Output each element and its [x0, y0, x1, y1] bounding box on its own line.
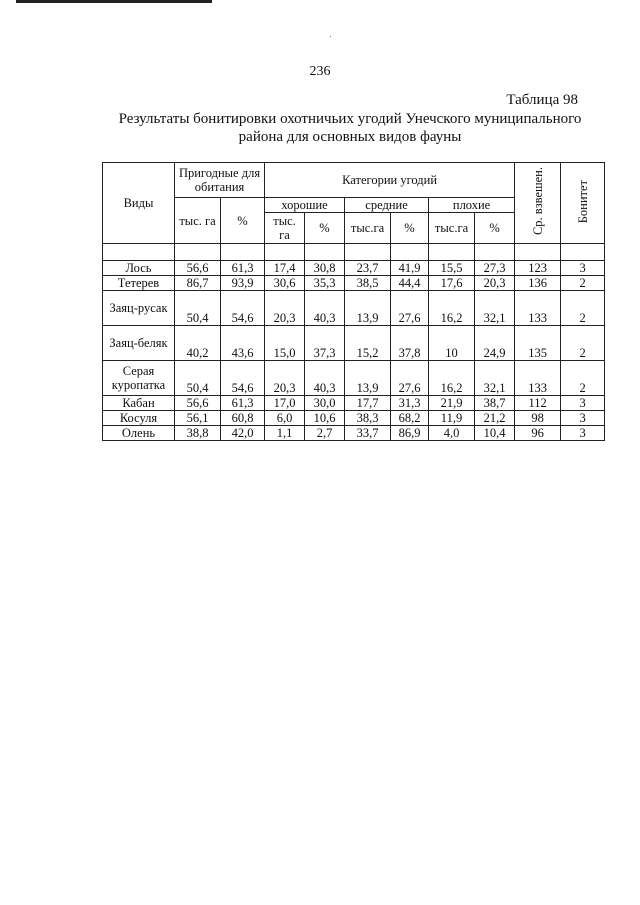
table-cell: 4,0: [429, 426, 475, 441]
table-cell: 16,2: [429, 361, 475, 396]
table-cell: 133: [515, 361, 561, 396]
table-row: [103, 326, 605, 361]
table-cell: 38,3: [345, 411, 391, 426]
table-cell: 133: [515, 291, 561, 326]
table-cell: 6,0: [265, 411, 305, 426]
species-name: Косуля: [103, 411, 175, 426]
header-avg-weighted: Ср. взвешен.: [515, 163, 561, 244]
header-bad-pct: %: [475, 213, 515, 244]
table-cell: 17,6: [429, 276, 475, 291]
header-bad-tys-ga: тыс.га: [429, 213, 475, 244]
header-species: Виды: [103, 163, 175, 244]
table-cell: 42,0: [221, 426, 265, 441]
bonitet-table: [102, 162, 605, 441]
header-medium: средние: [345, 198, 429, 213]
table-cell: 60,8: [221, 411, 265, 426]
table-cell: 27,6: [391, 291, 429, 326]
species-name: Лось: [103, 261, 175, 276]
table-cell: 3: [561, 396, 605, 411]
table-cell: 43,6: [221, 326, 265, 361]
table-cell: 10: [429, 326, 475, 361]
table-cell: 56,1: [175, 411, 221, 426]
table-cell: 38,5: [345, 276, 391, 291]
table-cell: 15,2: [345, 326, 391, 361]
species-name: Тетерев: [103, 276, 175, 291]
header-bonitet: Бонитет: [561, 163, 605, 244]
table-cell: 50,4: [175, 361, 221, 396]
table-cell: 21,2: [475, 411, 515, 426]
table-cell: 30,6: [265, 276, 305, 291]
header-medium-pct: %: [391, 213, 429, 244]
header-suitable-tys-ga: тыс. га: [175, 198, 221, 244]
table-cell: 37,8: [391, 326, 429, 361]
table-cell: 15,0: [265, 326, 305, 361]
table-cell: 96: [515, 426, 561, 441]
species-name: Олень: [103, 426, 175, 441]
table-cell: 35,3: [305, 276, 345, 291]
table-cell: 20,3: [265, 361, 305, 396]
table-cell: 21,9: [429, 396, 475, 411]
table-cell: 1,1: [265, 426, 305, 441]
table-cell: 2,7: [305, 426, 345, 441]
header-good: хорошие: [265, 198, 345, 213]
table-cell: 30,0: [305, 396, 345, 411]
page-number: 236: [309, 64, 331, 79]
table-cell: 3: [561, 261, 605, 276]
table-cell: 86,7: [175, 276, 221, 291]
table-cell: 135: [515, 326, 561, 361]
table-cell: 61,3: [221, 261, 265, 276]
table-cell: 61,3: [221, 396, 265, 411]
header-good-pct: %: [305, 213, 345, 244]
table-cell: 40,3: [305, 291, 345, 326]
species-name: Заяц-беляк: [103, 326, 175, 361]
table-cell: 54,6: [221, 361, 265, 396]
species-name: Кабан: [103, 396, 175, 411]
table-title-line-2: района для основных видов фауны: [238, 129, 462, 145]
table-cell: 24,9: [475, 326, 515, 361]
table-cell: 136: [515, 276, 561, 291]
table-cell: 38,8: [175, 426, 221, 441]
table-cell: 23,7: [345, 261, 391, 276]
table-cell: 32,1: [475, 361, 515, 396]
table-cell: 2: [561, 326, 605, 361]
table-cell: 33,7: [345, 426, 391, 441]
table-row: [103, 261, 605, 276]
table-number: Таблица 98: [506, 92, 578, 108]
table-cell: 3: [561, 411, 605, 426]
table-cell: 10,6: [305, 411, 345, 426]
table-cell: 10,4: [475, 426, 515, 441]
table-cell: 13,9: [345, 291, 391, 326]
table-cell: 56,6: [175, 396, 221, 411]
table-cell: 17,4: [265, 261, 305, 276]
table-cell: 17,7: [345, 396, 391, 411]
table-cell: 16,2: [429, 291, 475, 326]
species-name: Серая куропатка: [103, 361, 175, 396]
table-cell: 30,8: [305, 261, 345, 276]
table-cell: 27,3: [475, 261, 515, 276]
table-cell: 11,9: [429, 411, 475, 426]
table-cell: 27,6: [391, 361, 429, 396]
table-cell: 50,4: [175, 291, 221, 326]
table-cell: 54,6: [221, 291, 265, 326]
table-cell: 40,2: [175, 326, 221, 361]
table-cell: 17,0: [265, 396, 305, 411]
table-cell: 93,9: [221, 276, 265, 291]
header-bad: плохие: [429, 198, 515, 213]
table-cell: 68,2: [391, 411, 429, 426]
scan-speck: [330, 36, 331, 37]
table-cell: 56,6: [175, 261, 221, 276]
table-row: [103, 291, 605, 326]
table-cell: 15,5: [429, 261, 475, 276]
table-cell: 123: [515, 261, 561, 276]
table-cell: 32,1: [475, 291, 515, 326]
table-row: [103, 426, 605, 441]
table-cell: 2: [561, 361, 605, 396]
table-row: [103, 276, 605, 291]
table-cell: 2: [561, 276, 605, 291]
table-cell: 38,7: [475, 396, 515, 411]
table-row: [103, 361, 605, 396]
species-name: Заяц-русак: [103, 291, 175, 326]
top-rule: [16, 0, 212, 3]
table-cell: 40,3: [305, 361, 345, 396]
table-cell: 3: [561, 426, 605, 441]
header-categories: Категории угодий: [265, 163, 515, 198]
table-row: [103, 396, 605, 411]
table-cell: 20,3: [265, 291, 305, 326]
header-medium-tys-ga: тыс.га: [345, 213, 391, 244]
table-cell: 86,9: [391, 426, 429, 441]
table-cell: 41,9: [391, 261, 429, 276]
table-cell: 31,3: [391, 396, 429, 411]
table-cell: 20,3: [475, 276, 515, 291]
table-cell: 13,9: [345, 361, 391, 396]
header-good-tys-ga: тыс. га: [265, 213, 305, 244]
table-title: [90, 110, 610, 146]
table-cell: 112: [515, 396, 561, 411]
header-suitable: Пригодные для обитания: [175, 163, 265, 198]
table-title-line-1: Результаты бонитировки охотничьих угодий Унечского муниципального: [118, 111, 582, 127]
table-cell: 37,3: [305, 326, 345, 361]
spacer-row: [103, 244, 605, 261]
table-cell: 2: [561, 291, 605, 326]
header-suitable-pct: %: [221, 198, 265, 244]
table-cell: 44,4: [391, 276, 429, 291]
table-cell: 98: [515, 411, 561, 426]
table-row: [103, 411, 605, 426]
